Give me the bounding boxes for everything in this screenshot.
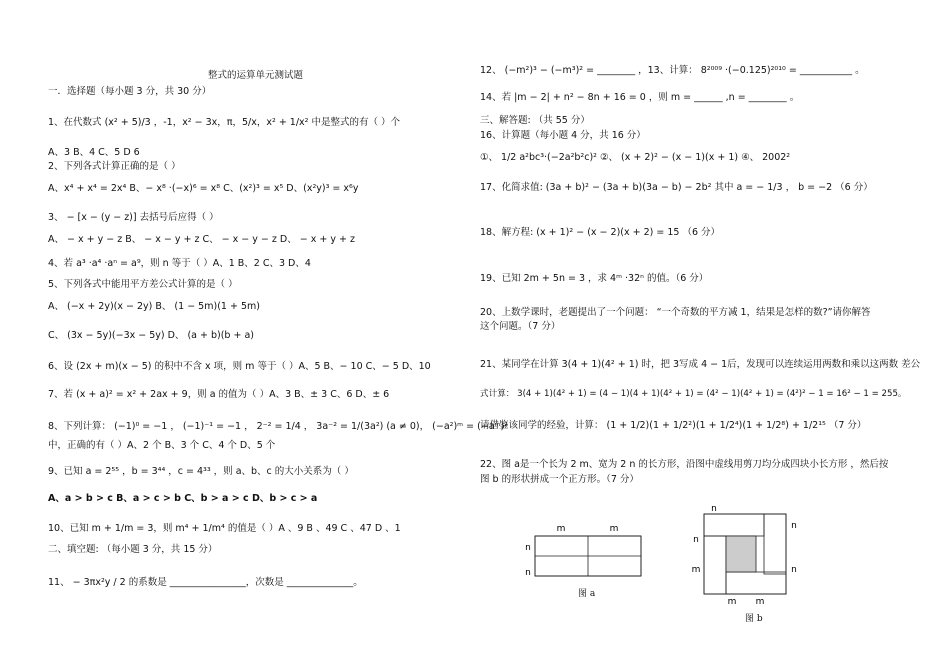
figure-b-label-m-bottom-left: m <box>727 597 737 607</box>
question-18: 18、解方程: (x + 1)² − (x − 2)(x + 2) = 15 （6 分） <box>480 227 721 238</box>
question-19: 19、已知 2m + 5n = 3 ，求 4ᵐ ·32ⁿ 的值。（6 分） <box>480 273 709 284</box>
question-4: 4、若 a³ ·a⁴ ·aⁿ = a⁹，则 n 等于（ ）A、1 B、2 C、3 D、4 <box>48 258 311 269</box>
figure-a-label-n-bottom: n <box>525 568 531 578</box>
left-column <box>48 0 508 672</box>
question-9-options: A、a > b > c B、a > c > b C、b > a > c D、b > c > a <box>48 493 318 504</box>
question-8: 8、下列计算： (−1)⁰ = −1 ， (−1)⁻¹ = −1 ， 2⁻² = 1/4 ， 3a⁻² = 1/(3a²) (a ≠ 0)， (−a²)ᵐ = (−aᵐ)² <box>48 421 508 432</box>
question-22: 22、图 a是一个长为 2 m、宽为 2 n 的长方形，沿图中虚线用剪刀均分成四块小长方形 ，然后按 <box>480 459 889 470</box>
figure-b-label-m-bottom-right: m <box>755 597 765 607</box>
question-20: 20、上数学课时，老题提出了一个问题： “一个奇数的平方减 1，结果是怎样的数?”请你解答 <box>480 307 871 318</box>
question-1-options: A、3 B、4 C、5 D 6 <box>48 147 140 158</box>
figure-b-right-rect <box>764 514 786 574</box>
question-2: 2、下列各式计算正确的是（ ） <box>48 161 181 172</box>
figure-b-label-n-left: n <box>693 535 699 545</box>
figure-b-shaded-center <box>726 536 756 572</box>
section-answer-heading: 三、解答题: （共 55 分） <box>480 115 590 126</box>
question-9: 9、已知 a = 2⁵⁵ ，b = 3⁴⁴ ，c = 4³³ ，则 a、b、c 的大小关系为（ ） <box>48 466 354 477</box>
figure-b-label-n-right-bottom: n <box>791 565 797 575</box>
question-21-formula: 式计算： 3(4 + 1)(4² + 1) = (4 − 1)(4 + 1)(4² + 1) = (4² − 1)(4² + 1) = (4²)² − 1 = 16² − 1 = 255。 <box>480 389 907 399</box>
question-1: 1、在代数式 (x² + 5)/3 ，-1，x² − 3x，π，5/x，x² + 1/x² 中是整式的有（ ）个 <box>48 117 401 128</box>
question-3-options: A、 − x + y − z B、 − x − y + z C、 − x − y − z D、 − x + y + z <box>48 234 355 245</box>
question-16: 16、计算题（每小题 4 分，共 16 分） <box>480 130 646 141</box>
question-22-cont: 图 b 的形状拼成一个正方形。（7 分） <box>480 474 639 485</box>
question-11: 11、 − 3πx²y / 2 的系数是 ________________，次数是 ______________。 <box>48 577 363 588</box>
question-21: 21、某同学在计算 3(4 + 1)(4² + 1) 时，把 3写成 4 − 1后，发现可以连续运用两数和乘以这两数 差公 <box>480 359 921 370</box>
question-6: 6、设 (2x + m)(x − 5) 的积中不含 x 项，则 m 等于（ ）A、5 B、− 10 C、− 5 D、10 <box>48 361 431 372</box>
question-12-13: 12、 (−m²)³ − (−m³)² = ________ ，13、计算： 8²⁰⁰⁹ ·(−0.125)²⁰¹⁰ = ___________ 。 <box>480 65 865 76</box>
section-fill-heading: 二、填空题: （每小题 3 分，共 15 分） <box>48 544 218 555</box>
figure-b-label-m-left: m <box>691 565 701 575</box>
figure-b-top-rect <box>704 514 764 536</box>
question-5-options-ab: A、 (−x + 2y)(x − 2y) B、 (1 − 5m)(1 + 5m) <box>48 301 260 312</box>
figure-b-label-n-right-top: n <box>791 521 797 531</box>
question-3: 3、 − [x − (y − z)] 去括号后应得（ ） <box>48 212 219 223</box>
figure-b-label-n-top: n <box>711 504 717 514</box>
question-5: 5、下列各式中能用平方差公式计算的是（ ） <box>48 279 238 290</box>
question-8-options: 中，正确的有（ ）A、2 个 B、3 个 C、4 个 D、5 个 <box>48 440 276 451</box>
section-choice-heading: 一．选择题（每小题 3 分，共 30 分） <box>48 86 212 97</box>
page-title: 整式的运算单元测试题 <box>208 70 304 81</box>
question-5-options-cd: C、 (3x − 5y)(−3x − 5y) D、 (a + b)(b + a) <box>48 330 254 341</box>
figure-b-left-rect <box>704 536 726 594</box>
figure-a-label-m-right: m <box>609 524 619 534</box>
figure-a-caption: 图 a <box>578 589 596 599</box>
figure-b-caption: 图 b <box>745 614 763 624</box>
figure-a-label-n-top: n <box>525 543 531 553</box>
question-21-task: 请借鉴该同学的经验，计算： (1 + 1/2)(1 + 1/2²)(1 + 1/2⁴)(1 + 1/2⁸) + 1/2¹⁵ （7 分） <box>480 420 867 431</box>
question-14: 14、若 |m − 2| + n² − 8n + 16 = 0 ，则 m = ______ ,n = ________ 。 <box>480 92 800 103</box>
question-16-items: ①、 1/2 a²bc³·(−2a²b²c)² ②、 (x + 2)² − (x − 1)(x + 1) ④、 2002² <box>480 152 791 163</box>
question-10: 10、已知 m + 1/m = 3，则 m⁴ + 1/m⁴ 的值是（ ）A 、9 B 、49 C 、47 D 、1 <box>48 523 401 534</box>
figure-a-label-m-left: m <box>556 524 566 534</box>
question-17: 17、化简求值: (3a + b)² − (3a + b)(3a − b) − 2b² 其中 a = − 1/3 ， b = −2 （6 分） <box>480 182 873 193</box>
question-2-options: A、x⁴ + x⁴ = 2x⁴ B、− x⁸ ·(−x)⁶ = x⁸ C、(x²)³ = x⁵ D、(x²y)³ = x⁶y <box>48 183 359 194</box>
figure-b <box>682 502 802 608</box>
question-7: 7、若 (x + a)² = x² + 2ax + 9，则 a 的值为（ ）A、3 B、± 3 C、6 D、± 6 <box>48 389 390 400</box>
figure-b-bottom-rect <box>726 572 786 594</box>
question-20-cont: 这个问题。（7 分） <box>480 321 561 332</box>
